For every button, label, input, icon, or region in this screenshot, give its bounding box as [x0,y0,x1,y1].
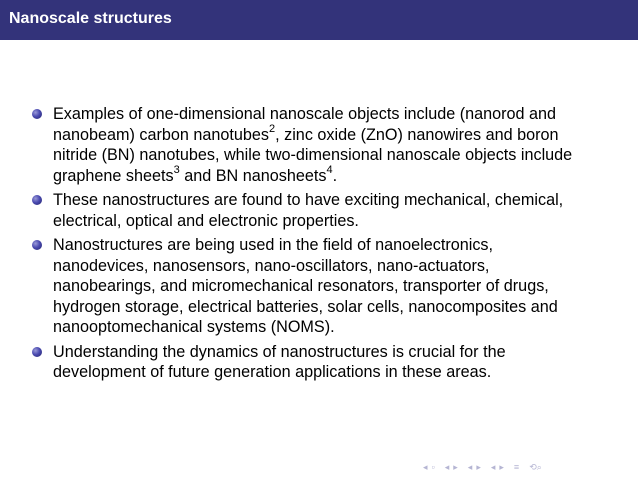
bullet-text-line: Examples of one-dimensional nanoscale objects include (nanorod and [53,105,557,123]
nav-section-next-icon[interactable]: ▸ [476,461,481,472]
bullet-item [30,342,620,383]
nav-search-icon[interactable]: ⟲⌕ [529,461,542,472]
bullet-text-line: development of future generation applications in these areas. [53,363,492,381]
beamer-navigation [423,461,546,473]
bullet-text-line: nanobeam) carbon nanotubes$^2$, zinc oxide (ZnO) nanowires and boron [53,123,559,144]
bullet-text-line: Nanostructures are being used in the field of nanoelectronics, [53,236,494,254]
nav-frame-prev-icon[interactable]: ◂ [444,461,450,472]
bullet-text-line: Understanding the dynamics of nanostructures is crucial for the [53,342,506,361]
bullet-text-line: graphene sheets$^3$ and BN nanosheets$^4$. [53,164,338,185]
footnote-marker[interactable]: 4 [326,164,333,177]
bullet-icon [32,195,42,205]
footnote-marker[interactable]: 3 [173,164,180,177]
nav-first-icon[interactable]: ◂ [423,461,428,472]
nav-subsection-next-icon[interactable]: ▸ [499,461,504,472]
nav-align-icon[interactable]: ≡ [513,462,520,472]
nav-section-prev-icon[interactable]: ◂ [467,461,473,472]
bullet-text-line: These nanostructures are found to have exciting mechanical, chemical, [53,191,564,209]
bullet-text-line: nitride (BN) nanotubes, while two-dimensional nanoscale objects include [53,146,573,164]
bullet-text-line: nanobearings, and micromechanical resonators, transporter of drugs, [53,277,549,295]
bullet-item [30,190,620,231]
bullet-text-line: hydrogen storage, electrical batteries, solar cells, nanocomposites and [53,297,558,316]
bullet-item [30,104,620,186]
bullet-text-line: electrical, optical and electronic properties. [53,211,359,230]
nav-subsection-prev-icon[interactable]: ◂ [490,461,496,472]
bullet-icon [32,109,42,119]
bullet-icon [32,240,42,250]
nav-prev-icon[interactable]: ▫ [431,462,435,472]
bullet-text-line: nanooptomechanical systems (NOMS). [53,318,335,336]
footnote-marker[interactable]: 2 [269,123,276,136]
bullet-list [30,104,620,387]
slide-title: Nanoscale structures [9,10,172,27]
bullet-icon [32,347,42,357]
nav-frame-next-icon[interactable]: ▸ [453,461,458,472]
title-bar [0,0,638,40]
bullet-item [30,235,620,338]
bullet-text-line: nanodevices, nanosensors, nano-oscillators, nano-actuators, [53,256,490,275]
